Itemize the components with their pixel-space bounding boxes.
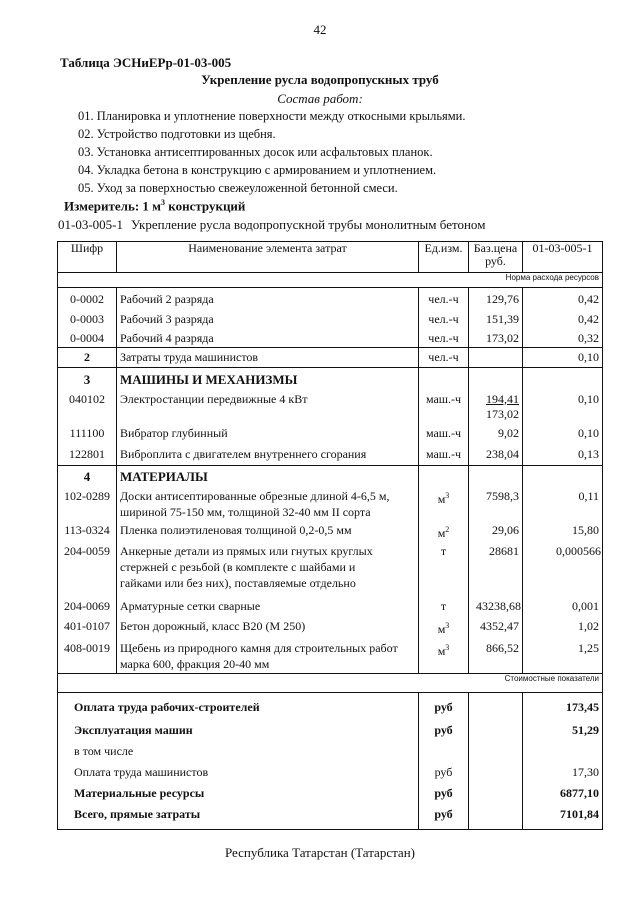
item-description: Укрепление русла водопропускной трубы монолитным бетоном	[131, 217, 486, 232]
document-title: Укрепление русла водопропускных труб	[201, 72, 439, 87]
item-code: 01-03-005-1	[58, 217, 123, 232]
work-item: 01. Планировка и уплотнение поверхности между откосными крыльями.	[78, 109, 466, 123]
page-footer: Республика Татарстан (Татарстан)	[225, 845, 415, 860]
table-header	[58, 242, 603, 273]
work-item: 03. Установка антисептированных досок или асфальтовых планок.	[78, 145, 433, 159]
total-row: Материальные ресурсы руб 6877,10	[58, 783, 603, 804]
table-row: 0-0004 Рабочий 4 разряда чел.-ч 173,02 0,32	[58, 329, 603, 348]
item-code-line	[58, 217, 493, 233]
table-row: 113-0324 Пленка полиэтиленовая толщиной 0,2-0,5 мм $м^2$ 29,06 15,80	[58, 521, 603, 543]
total-row: Всего, прямые затраты руб 7101,84	[58, 804, 603, 830]
work-item: 05. Уход за поверхностью свежеуложенной бетонной смеси.	[78, 181, 398, 195]
norm-label: Норма расхода ресурсов	[58, 273, 603, 288]
page-number: 42	[313, 22, 327, 37]
table-row: 408-0019 Щебень из природного камня для строительных работ марка 600, фракция 20-40 мм $м^3$ 866,52 1,25	[58, 638, 603, 674]
total-row: Оплата труда машинистов руб 17,30	[58, 762, 603, 783]
total-row: в том числе	[58, 741, 603, 762]
table-row-section-2: 2 Затраты труда машинистов чел.-ч 0,10	[58, 348, 603, 368]
header-price: Баз.цена руб.	[469, 242, 523, 273]
work-composition-heading: Состав работ:	[277, 91, 363, 106]
measure-unit: Измеритель: 1 $м^3$ конструкций	[64, 198, 246, 214]
work-item: 04. Укладка бетона в конструкцию с армированием и уплотнением.	[78, 163, 437, 177]
table-row: 0-0003 Рабочий 3 разряда чел.-ч 151,39 0,42	[58, 310, 603, 329]
table-row: 102-0289 Доски антисептированные обрезные длиной 4-6,5 м, шириной 75-150 мм, толщиной 32-40 мм II сорта $м^3$ 7598,3 0,11	[58, 487, 603, 521]
work-item: 02. Устройство подготовки из щебня.	[78, 127, 276, 141]
cost-indicators-label: Стоимостные показатели	[58, 674, 603, 693]
total-row: Оплата труда рабочих-строителей руб 173,45	[58, 693, 603, 720]
section-heading-machines: 3 МАШИНЫ И МЕХАНИЗМЫ	[58, 368, 603, 390]
table-code: Таблица ЭСНиЕРр-01-03-005	[60, 55, 232, 70]
section-heading-materials: 4 МАТЕРИАЛЫ	[58, 466, 603, 487]
table-row: 401-0107 Бетон дорожный, класс В20 (М 250) $м^3$ 4352,47 1,02	[58, 617, 603, 638]
cost-norm-table	[57, 241, 603, 830]
header-unit: Ед.изм.	[419, 242, 469, 273]
table-row: 122801 Виброплита с двигателем внутреннего сгорания маш.-ч 238,04 0,13	[58, 445, 603, 466]
table-row: 040102 Электростанции передвижные 4 кВт маш.-ч 194,41 173,02 0,10	[58, 390, 603, 424]
table-row: 204-0069 Арматурные сетки сварные т 43238,68 0,001	[58, 595, 603, 617]
table-row: 111100 Вибратор глубинный маш.-ч 9,02 0,10	[58, 424, 603, 445]
total-row: Эксплуатация машин руб 51,29	[58, 720, 603, 741]
header-name: Наименование элемента затрат	[117, 242, 419, 273]
header-norm-code: 01-03-005-1	[523, 242, 603, 273]
header-code: Шифр	[58, 242, 117, 273]
table-row: 204-0059 Анкерные детали из прямых или гнутых круглых стержней с резьбой (в комплекте с шайбами и гайками или без них), поставляемые отдельно т 28681 0,000566	[58, 543, 603, 595]
table-row: 0-0002 Рабочий 2 разряда чел.-ч 129,76 0,42	[58, 288, 603, 310]
